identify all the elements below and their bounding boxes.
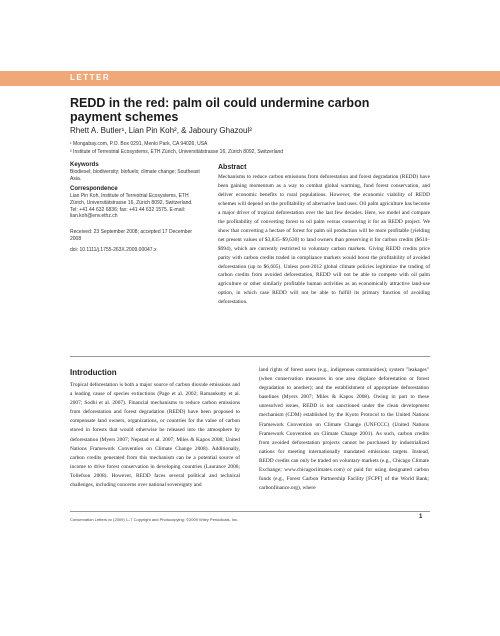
abstract-text: Mechanisms to reduce carbon emissions from deforestation and forest degradation (REDD) have been gaining momentum as a way to combat global warming, fund forest conservation, and deliver economic benefits to rural populations. However, the economic viability of REDD schemes will depend on the profitability of alternative land uses. Oil palm agriculture has become a major driver of tropical deforestation over the last few decades. Here, we model and compare the profitability of converting forest to oil palm versus conserving it for an REDD project. We show that converting a hectare of forest for palm oil production will be more profitable (yielding net present values of $3,835–$9,630) to land owners than preserving it for carbon credits ($614–$994), which are currently restricted to voluntary carbon markets. Giving REDD credits price parity with carbon credits traded in compliance markets would boost the profitability of avoided deforestation (up to $6,605). Unless post-2012 global climate policies legitimize the trading of carbon credits from avoided deforestation, REDD will not be able to compete with oil palm agriculture or other similarly profitable human activities as an economically attractive land-use option, in which case REDD will not be able to fulfill its primary function of avoiding deforestation. [218, 174, 430, 306]
article-title: REDD in the red: palm oil could undermine carbon payment schemes [70, 96, 370, 124]
correspondence-text: Lian Pin Koh, Institute of Terrestrial Ecosystems, ETH Zürich, Universitätstrasse 16, Zürich 8092, Switzerland. Tel: +41 44 632 6836; fax: +41 44 632 1575. E-mail: lian.koh@env.ethz.ch [70, 193, 193, 220]
received-dates: Received: 23 September 2008; accepted 17 December 2008 [70, 229, 193, 242]
keywords-text: Biodiesel; biodiversity; biofuels; climate change; Southeast Asia. [70, 169, 200, 182]
section-banner [0, 71, 500, 86]
footer-divider [70, 511, 430, 512]
correspondence-heading: Correspondence [70, 186, 118, 192]
introduction-heading: Introduction [70, 368, 117, 377]
doi-text: doi: 10.1111/j.1755-263X.2009.00047.x [70, 247, 157, 253]
introduction-left-column: Tropical deforestation is both a major source of carbon dioxide emissions and a leading cause of species extinctions (Page et al. 2002; Ramankutty et al. 2007; Sodhi et al. 2007). Financial mechanisms to reduce carbon emissions from deforestation and forest degradation (REDD) have been proposed to compensate land owners, organizations, or countries for the value of carbon stored in forests that would otherwise be released into the atmosphere by deforestation (Myers 2007; Nepstad et al. 2007; Miles & Kapos 2008; United Nations Framework Convention on Climate Change 2008). Additionally, carbon credits generated from this mechanism can be a potential source of income to drive forest conservation in developing countries (Laurance 2006; Tollefson 2008). However, REDD faces several political and technical challenges, including concerns over national sovereignty and [70, 382, 240, 489]
footer-citation: Conservation Letters xx (2009) 1–7 Copyright and Photocopying: ©2009 Wiley Periodicals, Inc. [70, 517, 239, 522]
section-label: LETTER [70, 73, 111, 82]
author-list: Rhett A. Butler¹, Lian Pin Koh², & Jaboury Ghazoul² [70, 126, 252, 135]
section-divider [70, 356, 430, 357]
abstract-heading: Abstract [218, 164, 247, 171]
page-number: 1 [419, 514, 423, 520]
affiliation-2: ² Institute of Terrestrial Ecosystems, ETH Zürich, Universitätstrasse 16, Zürich 8092, Switzerland [70, 149, 284, 155]
introduction-right-column: land rights of forest users (e.g., indigenous communities); system "leakages" (when conservation measures in one area displace deforestation or forest degradation to another); and the establishment of appropriate deforestation baselines (Myers 2007; Miles & Kapos 2008). Owing in part to these unresolved issues, REDD is not sanctioned under the clean development mechanism (CDM) established by the Kyoto Protocol to the United Nations Framework Convention on Climate Change (UNFCCC) (United Nations Framework Convention on Climate Change 2001). As such, carbon credits from avoided deforestation projects cannot be purchased by industrialized nations for meeting internationally mandated emissions targets. Instead, REDD credits can only be traded on voluntary markets (e.g., Chicago Climate Exchange; www.chicagoclimatex.com) or paid for using designated carbon funds (e.g., Forest Carbon Partnership Facility [FCPF] of the World Bank; carbonfinance.org), where [259, 367, 429, 492]
keywords-heading: Keywords [70, 162, 99, 168]
affiliation-1: ¹ Mongabay.com, P.O. Box 0291, Menlo Park, CA 94026, USA [70, 141, 208, 147]
